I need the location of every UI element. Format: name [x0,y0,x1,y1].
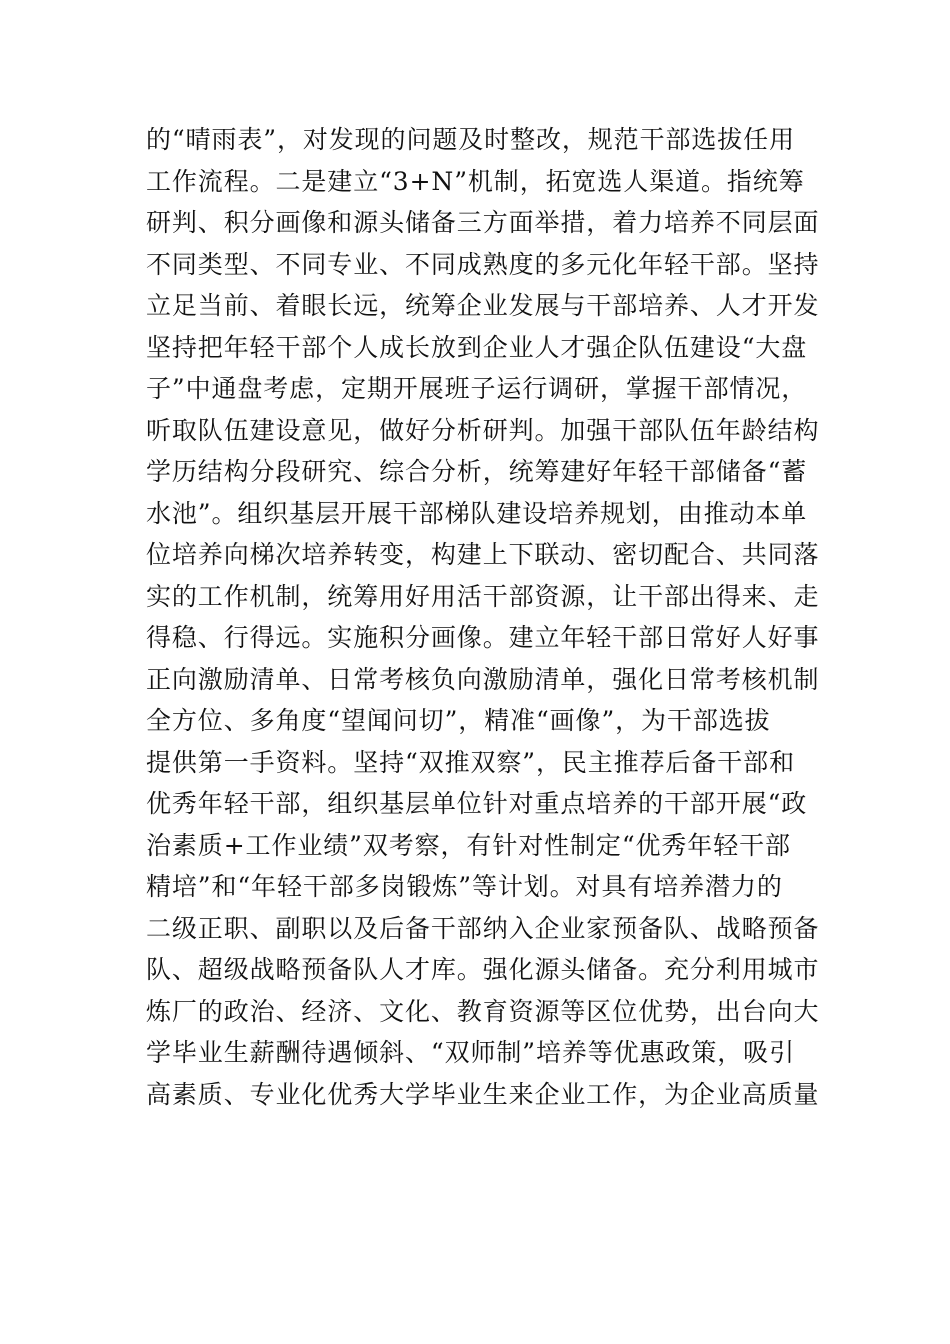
text-line: 的“晴雨表”，对发现的问题及时整改，规范干部选拔任用 [146,125,795,154]
text-line: 提供第一手资料。坚持“双推双察”，民主推荐后备干部和 [146,747,795,777]
text-line: 正向激励清单、日常考核负向激励清单，强化日常考核机制 [146,664,820,694]
text-line: 优秀年轻干部，组织基层单位针对重点培养的干部开展“政 [146,789,808,818]
text-line: 坚持把年轻干部个人成长放到企业人才强企队伍建设“大盘 [146,332,808,362]
body-text [146,119,820,1115]
text-line: 水池”。组织基层开展干部梯队建设培养规划，由推动本单 [146,498,808,528]
text-line: 立足当前、着眼长远，统筹企业发展与干部培养、人才开发 [146,291,820,320]
text-line: 实的工作机制，统筹用好用活干部资源，让干部出得来、走 [146,581,820,611]
text-line: 子”中通盘考虑，定期开展班子运行调研，掌握干部情况， [146,374,808,403]
text-line: 位培养向梯次培养转变，构建上下联动、密切配合、共同落 [146,540,820,569]
text-line: 高素质、专业化优秀大学毕业生来企业工作，为企业高质量 [146,1079,820,1109]
text-line: 学毕业生薪酬待遇倾斜、“双师制”培养等优惠政策，吸引 [146,1038,795,1067]
text-line: 二级正职、副职以及后备干部纳入企业家预备队、战略预备 [146,913,820,943]
text-line: 炼厂的政治、经济、文化、教育资源等区位优势，出台向大 [146,996,820,1026]
text-line: 听取队伍建设意见，做好分析研判。加强干部队伍年龄结构 [146,415,820,445]
text-line: 工作流程。二是建立“3+N”机制，拓宽选人渠道。指统筹 [146,166,805,196]
text-line: 全方位、多角度“望闻问切”，精准“画像”，为干部选拔 [146,706,771,735]
text-line: 研判、积分画像和源头储备三方面举措，着力培养不同层面 [146,208,820,237]
text-line: 治素质+工作业绩”双考察，有针对性制定“优秀年轻干部 [146,830,791,860]
text-line: 不同类型、不同专业、不同成熟度的多元化年轻干部。坚持 [146,249,820,279]
text-line: 精培”和“年轻干部多岗锻炼”等计划。对具有培养潜力的 [146,872,783,901]
text-line: 学历结构分段研究、综合分析，统筹建好年轻干部储备“蓄 [146,457,808,486]
text-line: 得稳、行得远。实施积分画像。建立年轻干部日常好人好事 [146,623,820,652]
text-line: 队、超级战略预备队人才库。强化源头储备。充分利用城市 [146,955,820,984]
